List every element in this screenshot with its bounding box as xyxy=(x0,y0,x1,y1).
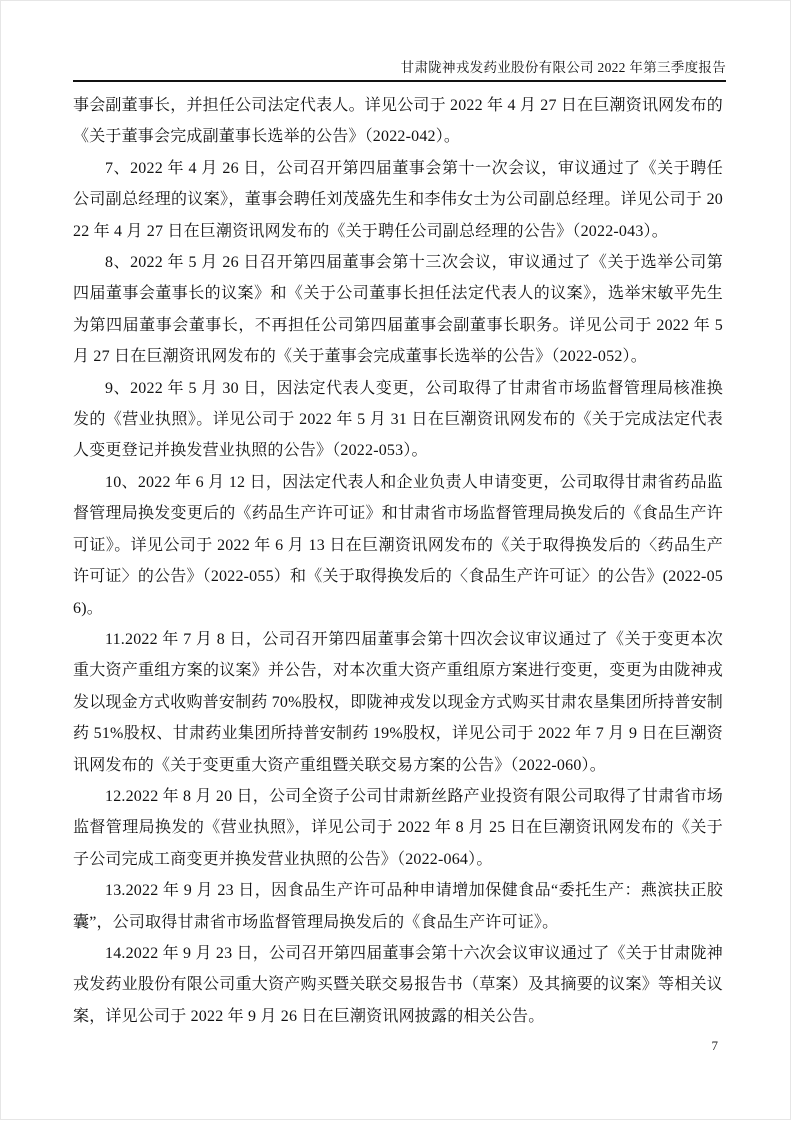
body-paragraph: 8、2022 年 5 月 26 日召开第四届董事会第十三次会议，审议通过了《关于选举公司第四届董事会董事长的议案》和《关于公司董事长担任法定代表人的议案》，选举宋敏平先生为第四届董事会董事长，不再担任公司第四届董事会副董事长职务。详见公司于 2022 年 5 月 27 日在巨潮资讯网发布的《关于董事会完成董事长选举的公告》（2022-052）。 xyxy=(73,254,723,366)
body-paragraph: 10、2022 年 6 月 12 日，因法定代表人和企业负责人申请变更，公司取得甘肃省药品监督管理局换发变更后的《药品生产许可证》和甘肃省市场监督管理局换发后的《食品生产许可证》。详见公司于 2022 年 6 月 13 日在巨潮资讯网发布的《关于取得换发后的〈药品生产许可证〉的公告》（2022-055）和《关于取得换发后的〈食品生产许可证〉的公告》(2022-056)。 xyxy=(73,473,723,617)
body-paragraph: 12.2022 年 8 月 20 日，公司全资子公司甘肃新丝路产业投资有限公司取得了甘肃省市场监督管理局换发的《营业执照》，详见公司于 2022 年 8 月 25 日在巨潮资讯网发布的《关于子公司完成工商变更并换发营业执照的公告》（2022-064）。 xyxy=(73,787,723,868)
body-paragraph: 14.2022 年 9 月 23 日，公司召开第四届董事会第十六次会议审议通过了《关于甘肃陇神戎发药业股份有限公司重大资产购买暨关联交易报告书（草案）及其摘要的议案》等相关议案，详见公司于 2022 年 9 月 26 日在巨潮资讯网披露的相关公告。 xyxy=(73,944,723,1025)
body-paragraph: 7、2022 年 4 月 26 日，公司召开第四届董事会第十一次会议，审议通过了《关于聘任公司副总经理的议案》，董事会聘任刘茂盛先生和李伟女士为公司副总经理。详见公司于 2022 年 4 月 27 日在巨潮资讯网发布的《关于聘任公司副总经理的公告》（2022-043）。 xyxy=(73,159,723,240)
page-number: 7 xyxy=(711,1038,718,1053)
document-body xyxy=(73,90,723,1032)
body-paragraph: 13.2022 年 9 月 23 日，因食品生产许可品种申请增加保健食品“委托生产：燕滨扶正胶囊”，公司取得甘肃省市场监督管理局换发后的《食品生产许可证》。 xyxy=(73,882,723,931)
page-header xyxy=(73,58,726,82)
body-paragraph: 事会副董事长，并担任公司法定代表人。详见公司于 2022 年 4 月 27 日在巨潮资讯网发布的《关于董事会完成副董事长选举的公告》（2022-042）。 xyxy=(73,97,723,146)
report-header-title: 甘肃陇神戎发药业股份有限公司 2022 年第三季度报告 xyxy=(400,60,726,75)
body-paragraph: 11.2022 年 7 月 8 日，公司召开第四届董事会第十四次会议审议通过了《关于变更本次重大资产重组方案的议案》并公告，对本次重大资产重组原方案进行变更，变更为由陇神戎发以现金方式收购普安制药 70%股权，即陇神戎发以现金方式购买甘肃农垦集团所持普安制药 51%股权、甘肃药业集团所持普安制药 19%股权，详见公司于 2022 年 7 月 9 日在巨潮资讯网发布的《关于变更重大资产重组暨关联交易方案的公告》（2022-060）。 xyxy=(73,630,723,774)
body-paragraph: 9、2022 年 5 月 30 日，因法定代表人变更，公司取得了甘肃省市场监督管理局核准换发的《营业执照》。详见公司于 2022 年 5 月 31 日在巨潮资讯网发布的《关于完成法定代表人变更登记并换发营业执照的公告》（2022-053）。 xyxy=(73,379,723,460)
